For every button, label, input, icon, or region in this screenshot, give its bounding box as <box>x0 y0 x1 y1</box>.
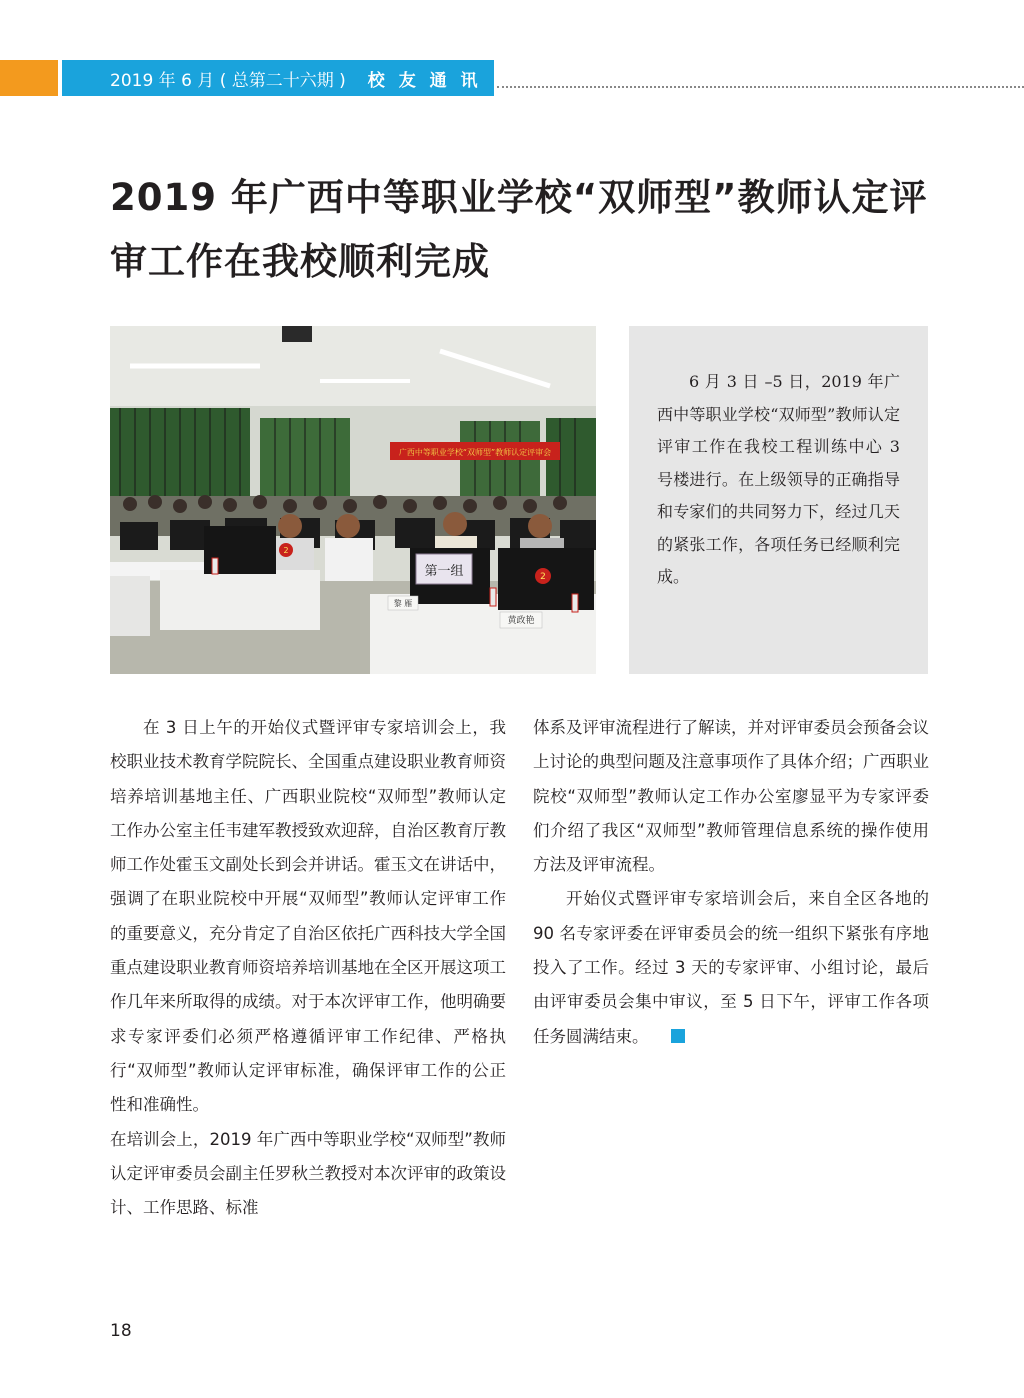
end-of-article-square-icon <box>671 1029 685 1043</box>
photo-badge-1: 2 <box>283 546 289 555</box>
article-photo <box>110 326 596 674</box>
page-number: 18 <box>110 1321 132 1341</box>
sidebar-summary-text: 6 月 3 日 –5 日，2019 年广西中等职业学校“双师型”教师认定评审工作在我校工程训练中心 3 号楼进行。在上级领导的正确指导和专家们的共同努力下，经过几天的紧张工作，各项任务已经顺利完成。 <box>657 372 900 586</box>
body-paragraph-4 <box>533 882 929 1053</box>
article-column-left <box>110 711 506 1225</box>
article-title: 2019 年广西中等职业学校“双师型”教师认定评审工作在我校顺利完成 <box>110 176 928 283</box>
photo-badge-2: 2 <box>540 572 546 582</box>
header-dotted-rule <box>497 86 1024 88</box>
header-magazine-name: 校 友 通 讯 <box>367 70 482 91</box>
body-paragraph-4-text: 开始仪式暨评审专家培训会后，来自全区各地的 90 名专家评委在评审委员会的统一组织下紧张有序地投入了工作。经过 3 天的专家评审、小组讨论，最后由评审委员会集中审议，至 5 日下午，评审工作各项任务圆满结束。 <box>533 889 929 1046</box>
classroom-photo-illustration <box>110 326 596 674</box>
photo-nameplate-1: 黎 雁 <box>393 599 413 608</box>
article-column-right <box>533 711 929 1054</box>
sidebar-summary-box <box>629 326 928 674</box>
body-paragraph-3: 体系及评审流程进行了解读，并对评审委员会预备会议上讨论的典型问题及注意事项作了具体介绍；广西职业院校“双师型”教师认定工作办公室廖显平为专家评委们介绍了我区“双师型”教师管理信息系统的操作使用方法及评审流程。 <box>533 718 929 875</box>
body-paragraph-2: 在培训会上，2019 年广西中等职业学校“双师型”教师认定评审委员会副主任罗秋兰教授对本次评审的政策设计、工作思路、标准 <box>110 1129 506 1218</box>
header-issue: 2019 年 6 月 ( 总第二十六期 ) <box>110 70 346 91</box>
header-orange-block <box>0 60 58 96</box>
photo-banner-text: 广西中等职业学校“双师型”教师认定评审会 <box>398 448 552 457</box>
photo-group-sign: 第一组 <box>424 564 464 579</box>
body-paragraph-1: 在 3 日上午的开始仪式暨评审专家培训会上，我校职业技术教育学院院长、全国重点建设职业教育师资培养培训基地主任、广西职业院校“双师型”教师认定工作办公室主任韦建军教授致欢迎辞，自治区教育厅教师工作处霍玉文副处长到会并讲话。霍玉文在讲话中，强调了在职业院校中开展“双师型”教师认定评审工作的重要意义，充分肯定了自治区依托广西科技大学全国重点建设职业教育师资培养培训基地在全区开展这项工作几年来所取得的成绩。对于本次评审工作，他明确要求专家评委们必须严格遵循评审工作纪律、严格执行“双师型”教师认定评审标准，确保评审工作的公正性和准确性。 <box>110 718 506 1115</box>
photo-nameplate-2: 黄政艳 <box>507 616 535 626</box>
running-header <box>62 60 494 96</box>
